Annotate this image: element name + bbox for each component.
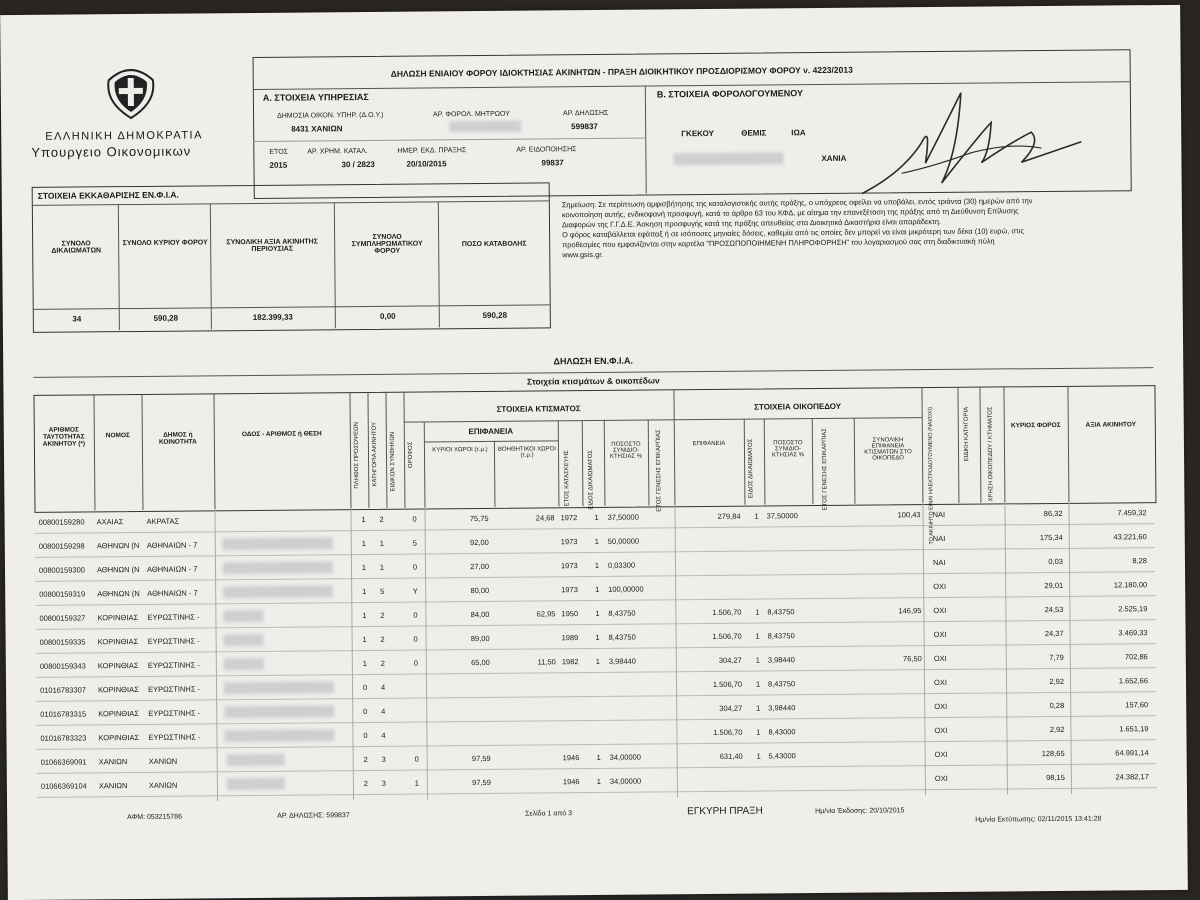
cell-dimos: ΧΑΝΙΩΝ <box>148 756 178 766</box>
cell-dimos: ΕΥΡΩΣΤΙΝΗΣ - <box>147 612 200 622</box>
cell-fronts: 0 <box>363 706 368 717</box>
footer-declaration-no: ΑΡ. ΔΗΛΩΣΗΣ: 599837 <box>277 812 350 820</box>
cell-id: 00800159343 <box>39 661 86 671</box>
col-municipality: ΔΗΜΟΣ ή ΚΟΙΝΟΤΗΤΑ <box>158 431 197 446</box>
cell-built <box>859 582 921 583</box>
cell-tax: 2,92 <box>1049 676 1065 687</box>
col-main-tax: ΚΥΡΙΟΣ ΦΟΡΟΣ <box>1010 421 1061 430</box>
cell-right: 1 <box>594 560 600 570</box>
cell-cat: 1 <box>379 562 385 572</box>
cell-elec: ΝΑΙ <box>932 533 946 544</box>
cell-parea: 1.506,70 <box>712 607 742 617</box>
cell-floor: 0 <box>413 634 418 644</box>
cell-floor: Υ <box>412 586 418 596</box>
cell-nomos: ΧΑΝΙΩΝ <box>98 781 128 791</box>
cell-fronts: 1 <box>361 514 366 525</box>
cell-parea: 631,40 <box>719 751 743 761</box>
cell-built <box>861 750 923 751</box>
col-plot-usufruct-year: ΕΤΟΣ ΓΕΝΕΣΗΣ ΕΠΙΚΑΡΠΙΑΣ <box>821 427 829 511</box>
cell-floor: 0 <box>414 754 419 764</box>
cell-pct: 34,00000 <box>609 752 641 762</box>
redacted-street <box>224 705 334 718</box>
cell-built <box>859 534 921 535</box>
cell-built: 146,95 <box>898 606 922 616</box>
cell-tax: 24,37 <box>1044 628 1064 639</box>
legal-note: Σημείωση: Σε περίπτωση αμφισβήτησης της καταλογιστικής αυτής πράξης, ο υπόχρεος οφείλει να υποβάλει, εντός τριάντα (30) ημερών από την κοινοποίηση αυτής, ενδικοφανή προσφυγή, κατά το άρθρο 63 του ΚΦΔ, με αίτημα την επανεξέταση της πράξης από τη Διεύθυνση Επίλυσης Διαφορών της Γ.Γ.Δ.Ε. Άσκηση προσφυγής κατά της πράξης απευθείας στα Διοικητικά Δικαστήρια είναι απαράδεκτη. Ο φόρος καταβάλλεται εφάπαξ ή σε ισόποσες μηνιαίες δόσεις, καθεμία από τις οποίες δεν μπορεί να είναι μικρότερη των δέκα (10) ευρώ, στις προθεσμίες που εμφανίζονται στην καρτέλα "ΠΡΟΣΩΠΟΠΟΙΗΜΕΝΗ ΠΛΗΡΟΦΟΡΗΣΗ" του λογαριασμού σας στη διαδικτυακή πύλη www.gsis.gr. <box>561 196 1033 260</box>
cell-tax: 24,53 <box>1044 604 1064 615</box>
cell-year: 1989 <box>561 633 579 643</box>
cell-nomos: ΑΘΗΝΩΝ (Ν <box>96 540 140 551</box>
tax-document-page <box>0 5 1188 900</box>
cell-right: 1 <box>595 584 600 594</box>
cell-pright: 1 <box>756 703 761 713</box>
taxpayer-city: ΧΑΝΙΑ <box>821 153 847 164</box>
cell-main: 80,00 <box>470 585 490 596</box>
redacted-street <box>224 658 264 670</box>
cell-floor: 0 <box>412 562 418 572</box>
col-ownership-pct: ΠΟΣΟΣΤΟ ΣΥΝΙΔΙΟ-ΚΤΗΣΙΑΣ % <box>609 441 643 460</box>
taxpayer-name: ΘΕΜΙΣ <box>741 128 767 138</box>
cell-dimos: ΕΥΡΩΣΤΙΝΗΣ - <box>148 732 201 742</box>
cell-built <box>859 558 921 559</box>
cell-pct: 34,00000 <box>609 776 642 786</box>
cell-parea: 1.506,70 <box>712 631 742 641</box>
cell-elec: ΟΧΙ <box>934 701 948 712</box>
cell-built <box>860 630 922 631</box>
col-floor: ΟΡΟΦΟΣ <box>407 441 415 469</box>
republic-label: ΕΛΛΗΝΙΚΗ ΔΗΜΟΚΡΑΤΙΑ <box>45 129 203 143</box>
cell-ppct: 5,43000 <box>768 751 796 761</box>
cell-year: 1972 <box>560 513 578 523</box>
cell-value: 2.525,19 <box>1118 604 1148 614</box>
redacted-street <box>223 610 263 622</box>
redacted-street <box>224 681 334 694</box>
cell-dimos: ΧΑΝΙΩΝ <box>148 780 178 790</box>
cell-fronts: 1 <box>361 538 366 549</box>
cell-nomos: ΚΟΡΙΝΘΙΑΣ <box>97 636 139 647</box>
cell-cat: 2 <box>379 514 384 524</box>
cell-year: 1950 <box>561 609 579 619</box>
cell-elec: ΟΧΙ <box>933 605 947 616</box>
col-plot-ownership-pct: ΠΟΣΟΣΤΟ ΣΥΝΙΔΙΟ-ΚΤΗΣΙΑΣ % <box>771 440 805 459</box>
declaration-no-label: ΑΡ. ΔΗΛΩΣΗΣ <box>563 109 609 118</box>
col-electrified: ΤΟ ΑΚΙΝΗΤΟ ΕΙΝΑΙ ΗΛΕΚΤΡΟΔΟΤΟΥΜΕΝΟ (ΝΑΙ/ΟΧΙ) <box>927 407 935 545</box>
taxpayer-section-title: Β. ΣΤΟΙΧΕΙΑ ΦΟΡΟΛΟΓΟΥΜΕΝΟΥ <box>656 88 803 100</box>
cell-cat: 2 <box>380 634 385 644</box>
cell-elec: ΟΧΙ <box>933 677 947 688</box>
col-plot-right-type: ΕΙΔΟΣ ΔΙΚΑΙΩΜΑΤΟΣ <box>747 438 755 499</box>
footer-page-number: Σελίδα 1 από 3 <box>525 810 573 818</box>
cell-main: 65,00 <box>471 657 490 668</box>
cell-elec: ΟΧΙ <box>934 773 948 784</box>
redacted-street <box>224 634 264 646</box>
cell-elec: ΝΑΙ <box>932 557 946 568</box>
cell-parea <box>681 584 741 585</box>
redacted-street <box>223 561 333 574</box>
cell-tax: 2,92 <box>1049 724 1065 735</box>
cell-tax: 7,79 <box>1049 652 1064 663</box>
cell-pright: 1 <box>755 655 760 665</box>
cell-right: 1 <box>594 512 599 522</box>
cell-value: 8,28 <box>1132 556 1148 566</box>
ledger-label: ΑΡ. ΧΡΗΜ. ΚΑΤΑΛ. <box>307 147 368 156</box>
cell-nomos: ΧΑΝΙΩΝ <box>98 757 128 767</box>
issue-date-label: ΗΜΕΡ. ΕΚΔ. ΠΡΑΞΗΣ <box>397 147 467 155</box>
redacted-street <box>227 778 285 791</box>
taxpayer-surname: ΓΚΕΚΟΥ <box>681 128 714 139</box>
doy-label: ΔΗΜΟΣΙΑ ΟΙΚΟΝ. ΥΠΗΡ. (Δ.Ο.Υ.) <box>277 111 384 120</box>
cell-fronts: 0 <box>362 682 368 693</box>
cell-main: 97,59 <box>471 753 491 764</box>
cell-pright: 1 <box>755 679 761 689</box>
cell-pright: 1 <box>755 607 760 617</box>
declaration-no-value: 599837 <box>571 121 598 132</box>
cell-floor: 0 <box>413 610 418 620</box>
settlement-header-payable: ΠΟΣΟ ΚΑΤΑΒΟΛΗΣ <box>461 240 527 249</box>
declaration-title: ΔΗΛΩΣΗ ΕΝ.Φ.Ι.Α. <box>553 355 633 367</box>
cell-built <box>860 678 922 679</box>
settlement-value-rights: 34 <box>72 314 82 324</box>
cell-id: 00800159298 <box>38 541 85 551</box>
col-prefecture: ΝΟΜΟΣ <box>105 432 130 440</box>
cell-id: 01016783307 <box>40 685 86 695</box>
cell-pct: 8,43750 <box>608 632 636 642</box>
cell-parea <box>681 560 741 561</box>
cell-fronts: 1 <box>362 610 367 621</box>
cell-right: 1 <box>594 536 599 546</box>
cell-tax: 175,34 <box>1039 532 1063 543</box>
cell-fronts: 2 <box>363 778 368 789</box>
cell-value: 64.991,14 <box>1115 748 1149 758</box>
cell-year: 1973 <box>561 585 578 595</box>
cell-value: 157,60 <box>1125 700 1149 710</box>
cell-built <box>861 774 923 775</box>
col-total-built-area: ΣΥΝΟΛΙΚΗ ΕΠΙΦΑΝΕΙΑ ΚΤΙΣΜΑΤΩΝ ΣΤΟ ΟΙΚΟΠΕΔΟ <box>864 437 912 462</box>
buildings-group-header: ΣΤΟΙΧΕΙΑ ΚΤΙΣΜΑΤΟΣ <box>496 404 581 414</box>
cell-dimos: ΕΥΡΩΣΤΙΝΗΣ - <box>148 708 201 718</box>
cell-value: 7.459,32 <box>1117 508 1147 518</box>
cell-cat: 2 <box>380 658 385 668</box>
col-property-id: ΑΡΙΘΜΟΣ ΤΑΥΤΟΤΗΤΑΣ ΑΚΙΝΗΤΟΥ (*) <box>42 426 86 448</box>
notice-no-value: 99837 <box>541 158 564 168</box>
cell-cat: 5 <box>380 586 385 596</box>
cell-dimos: ΑΘΗΝΑΙΩΝ - 7 <box>146 540 198 550</box>
cell-elec: ΟΧΙ <box>934 749 948 760</box>
cell-main: 89,00 <box>470 633 490 644</box>
cell-parea: 1.506,70 <box>712 679 743 689</box>
cell-id: 01066369091 <box>40 757 87 767</box>
cell-fronts: 1 <box>362 658 367 669</box>
cell-cat: 4 <box>380 682 386 692</box>
cell-parea: 304,27 <box>719 703 743 713</box>
cell-year: 1982 <box>561 657 579 667</box>
cell-id: 00800159300 <box>38 565 85 575</box>
cell-cat: 2 <box>380 610 385 620</box>
cell-right: 1 <box>595 608 600 618</box>
cell-year: 1973 <box>560 537 578 547</box>
cell-value: 43.221,60 <box>1113 532 1147 542</box>
cell-id: 00800159280 <box>38 517 85 527</box>
cell-year: 1946 <box>562 753 580 763</box>
cell-right: 1 <box>596 776 601 786</box>
cell-pright: 1 <box>755 631 760 641</box>
col-street: ΟΔΟΣ - ΑΡΙΘΜΟΣ ή ΘΕΣΗ <box>241 430 322 439</box>
cell-dimos: ΑΚΡΑΤΑΣ <box>146 516 180 526</box>
cell-pct: 3,98440 <box>608 656 636 666</box>
settlement-header-main-tax: ΣΥΝΟΛΟ ΚΥΡΙΟΥ ΦΟΡΟΥ <box>122 239 208 248</box>
cell-ppct: 3,98440 <box>768 703 796 713</box>
cell-tax: 29,01 <box>1044 580 1064 591</box>
cell-pct: 50,00000 <box>607 536 640 546</box>
cell-right: 1 <box>595 632 600 642</box>
cell-cat: 3 <box>381 754 386 764</box>
settlement-header-total-value: ΣΥΝΟΛΙΚΗ ΑΞΙΑ ΑΚΙΝΗΤΗΣ ΠΕΡΙΟΥΣΙΑΣ <box>226 238 318 253</box>
cell-right: 1 <box>596 752 601 762</box>
cell-cat: 1 <box>379 538 384 548</box>
cell-ppct: 8,43750 <box>767 607 795 617</box>
cell-elec: ΟΧΙ <box>933 581 947 592</box>
cell-main: 84,00 <box>470 609 490 620</box>
footer-issue-date: Ημ/νία Έκδοσης: 20/10/2015 <box>815 807 905 816</box>
cell-value: 3.469,33 <box>1118 628 1148 638</box>
cell-parea <box>683 776 743 777</box>
settlement-value-payable: 590,28 <box>482 310 508 320</box>
cell-parea: 1.506,70 <box>713 727 743 737</box>
cell-floor: 5 <box>412 538 417 548</box>
redacted-street <box>224 729 334 742</box>
settlement-header-supplementary: ΣΥΝΟΛΟ ΣΥΜΠΛΗΡΩΜΑΤΙΚΟΥ ΦΟΡΟΥ <box>351 233 423 255</box>
cell-value: 24.382,17 <box>1115 772 1149 782</box>
cell-built: 100,43 <box>897 510 921 520</box>
col-special-category: ΕΙΔΙΚΗ ΚΑΤΗΓΟΡΙΑ <box>963 406 971 462</box>
cell-tax: 98,15 <box>1046 772 1065 783</box>
cell-ppct: 8,43750 <box>767 679 796 689</box>
ledger-value: 30 / 2823 <box>341 159 375 170</box>
service-section-title: Α. ΣΤΟΙΧΕΙΑ ΥΠΗΡΕΣΙΑΣ <box>262 91 369 103</box>
cell-id: 00800159335 <box>39 637 86 647</box>
cell-pct: 8,43750 <box>608 608 636 618</box>
cell-cat: 4 <box>381 730 386 740</box>
issue-date-value: 20/10/2015 <box>406 159 447 169</box>
cell-parea <box>681 536 741 537</box>
redacted-street <box>223 585 333 598</box>
cell-floor: 0 <box>413 658 418 668</box>
cell-tax: 0,03 <box>1048 556 1064 567</box>
cell-aux: 24,68 <box>535 513 555 523</box>
cell-built <box>860 702 922 703</box>
cell-built <box>860 726 922 727</box>
cell-ppct: 8,43000 <box>768 727 796 737</box>
col-construction-year: ΕΤΟΣ ΚΑΤΑΣΚΕΥΗΣ <box>563 450 571 507</box>
cell-value: 1.651,19 <box>1119 724 1149 734</box>
cell-tax: 128,65 <box>1041 748 1065 759</box>
col-usufruct-year: ΕΤΟΣ ΓΕΝΕΣΗΣ ΕΠΙΚΑΡΠΙΑΣ <box>655 429 663 512</box>
cell-main: 27,00 <box>470 561 490 572</box>
cell-id: 00800159327 <box>39 613 86 623</box>
tax-registry-label: ΑΡ. ΦΟΡΟΛ. ΜΗΤΡΩΟΥ <box>433 110 510 119</box>
cell-built: 76,50 <box>902 654 922 664</box>
settlement-value-supplementary: 0,00 <box>379 311 396 321</box>
cell-pright: 1 <box>754 511 759 521</box>
footer-valid-act: ΕΓΚΥΡΗ ΠΡΑΞΗ <box>687 805 763 818</box>
cell-ppct: 8,43750 <box>767 631 795 641</box>
cell-ppct: 37,50000 <box>766 511 798 521</box>
cell-nomos: ΑΧΑΙΑΣ <box>96 517 124 527</box>
cell-value: 1.652,66 <box>1118 676 1149 686</box>
cell-year: 1973 <box>560 561 578 571</box>
settlement-header-rights: ΣΥΝΟΛΟ ΔΙΚΑΙΩΜΑΤΩΝ <box>51 240 102 255</box>
cell-nomos: ΑΘΗΝΩΝ (Ν <box>96 564 140 575</box>
cell-pct: 100,00000 <box>608 584 644 594</box>
cell-pright: 1 <box>756 727 761 737</box>
cell-id: 00800159319 <box>39 589 86 599</box>
footer-print-date: Ημ/νία Εκτύπωσης: 02/11/2015 13:41:28 <box>975 815 1102 824</box>
document-title: ΔΗΛΩΣΗ ΕΝΙΑΙΟΥ ΦΟΡΟΥ ΙΔΙΟΚΤΗΣΙΑΣ ΑΚΙΝΗΤΩΝ - ΠΡΑΞΗ ΔΙΟΙΚΗΤΙΚΟΥ ΠΡΟΣΔΙΟΡΙΣΜΟΥ ΦΟΡΟΥ ν. 4223/2013 <box>390 64 853 79</box>
cell-parea: 304,27 <box>718 655 742 665</box>
redacted-street <box>227 754 285 767</box>
settlement-value-main-tax: 590,28 <box>153 313 179 323</box>
settlement-title: ΣΤΟΙΧΕΙΑ ΕΚΚΑΘΑΡΙΣΗΣ ΕΝ.Φ.Ι.Α. <box>37 189 179 201</box>
cell-pct: 37,50000 <box>607 512 639 522</box>
cell-value: 702,86 <box>1124 652 1148 662</box>
cell-nomos: ΚΟΡΙΝΘΙΑΣ <box>98 732 140 743</box>
cell-nomos: ΚΟΡΙΝΘΙΑΣ <box>98 708 139 719</box>
col-right-type: ΕΙΔΟΣ ΔΙΚΑΙΩΜΑΤΟΣ <box>587 450 595 510</box>
cell-year: 1946 <box>562 777 580 787</box>
col-property-value: ΑΞΙΑ ΑΚΙΝΗΤΟΥ <box>1085 421 1137 429</box>
cell-parea: 279,84 <box>717 511 741 521</box>
doy-value: 8431 ΧΑΝΙΩΝ <box>291 124 343 134</box>
cell-fronts: 1 <box>361 562 367 573</box>
cell-dimos: ΑΘΗΝΑΙΩΝ - 7 <box>146 564 198 574</box>
cell-cat: 3 <box>381 778 386 788</box>
ministry-label: Υπουργειο Οικονομικων <box>31 143 192 160</box>
cell-elec: ΟΧΙ <box>934 725 948 736</box>
cell-id: 01066369104 <box>40 781 87 791</box>
redacted-address <box>673 152 783 165</box>
col-main-area: ΚΥΡΙΟΙ ΧΩΡΟΙ (τ.μ.) <box>432 446 488 454</box>
redacted-street <box>223 537 333 550</box>
cell-nomos: ΚΟΡΙΝΘΙΑΣ <box>97 660 139 671</box>
col-aux-area: ΒΟΗΘΗΤΙΚΟΙ ΧΩΡΟΙ (τ.μ.) <box>497 446 556 459</box>
cell-id: 01016783323 <box>40 733 87 743</box>
notice-no-label: ΑΡ. ΕΙΔΟΠΟΙΗΣΗΣ <box>516 146 577 154</box>
col-plot-area: ΕΠΙΦΑΝΕΙΑ <box>692 440 726 448</box>
cell-elec: ΟΧΙ <box>933 629 947 640</box>
cell-pct: 0,03300 <box>607 560 636 570</box>
cell-tax: 0,28 <box>1049 700 1065 711</box>
cell-main: 75,75 <box>469 513 489 524</box>
cell-fronts: 2 <box>363 754 368 765</box>
cell-main: 97,59 <box>472 777 491 788</box>
redacted-tax-id <box>449 121 521 133</box>
col-special-conditions: ΕΙΔΙΚΩΝ ΣΥΝΘΗΚΩΝ <box>389 431 397 492</box>
cell-elec: ΝΑΙ <box>932 509 946 520</box>
cell-tax: 86,32 <box>1043 508 1063 519</box>
col-fronts: ΠΛΗΘΟΣ ΠΡΟΣΟΨΕΩΝ <box>353 422 361 489</box>
cell-dimos: ΑΘΗΝΑΙΩΝ - 7 <box>147 588 198 598</box>
cell-id: 01016783315 <box>40 709 87 719</box>
col-category: ΚΑΤΗΓΟΡΙΑ ΑΚΙΝΗΤΟΥ <box>371 421 379 487</box>
cell-aux: 11,50 <box>537 657 556 667</box>
cell-nomos: ΑΘΗΝΩΝ (Ν <box>97 588 140 599</box>
year-value: 2015 <box>269 160 288 170</box>
taxpayer-father-name: ΙΩΑ <box>791 128 806 138</box>
cell-elec: ΟΧΙ <box>933 653 947 664</box>
plot-group-header: ΣΤΟΙΧΕΙΑ ΟΙΚΟΠΕΔΟΥ <box>754 401 842 412</box>
cell-floor: 1 <box>414 778 419 788</box>
cell-dimos: ΕΥΡΩΣΤΙΝΗΣ - <box>147 660 200 670</box>
declaration-subtitle: Στοιχεία κτισμάτων & οικοπέδων <box>526 375 660 387</box>
area-group-header: ΕΠΙΦΑΝΕΙΑ <box>468 426 514 437</box>
cell-pright: 1 <box>756 751 761 761</box>
greek-coat-of-arms-emblem <box>105 62 158 120</box>
cell-right: 1 <box>595 656 600 666</box>
year-label: ΕΤΟΣ <box>269 148 288 156</box>
cell-dimos: ΕΥΡΩΣΤΙΝΗΣ - <box>148 684 201 694</box>
col-land-use: ΧΡΗΣΗ ΟΙΚΟΠΕΔΟΥ / ΚΤΗΜΑΤΟΣ <box>987 406 995 502</box>
footer-afm: ΑΦΜ: 053215786 <box>127 813 183 822</box>
handwritten-signature <box>841 72 1102 214</box>
cell-nomos: ΚΟΡΙΝΘΙΑΣ <box>98 684 139 695</box>
cell-main: 92,00 <box>469 537 489 548</box>
settlement-value-total-value: 182.399,33 <box>252 312 293 322</box>
cell-aux: 62,95 <box>536 609 556 619</box>
cell-fronts: 0 <box>363 730 368 741</box>
cell-fronts: 1 <box>362 634 367 645</box>
cell-cat: 4 <box>381 706 386 716</box>
cell-dimos: ΕΥΡΩΣΤΙΝΗΣ - <box>147 636 200 646</box>
cell-fronts: 1 <box>362 586 367 597</box>
cell-floor: 0 <box>412 514 417 524</box>
cell-value: 12.180,00 <box>1113 580 1148 590</box>
cell-nomos: ΚΟΡΙΝΘΙΑΣ <box>97 612 139 623</box>
cell-ppct: 3,98440 <box>767 655 795 665</box>
